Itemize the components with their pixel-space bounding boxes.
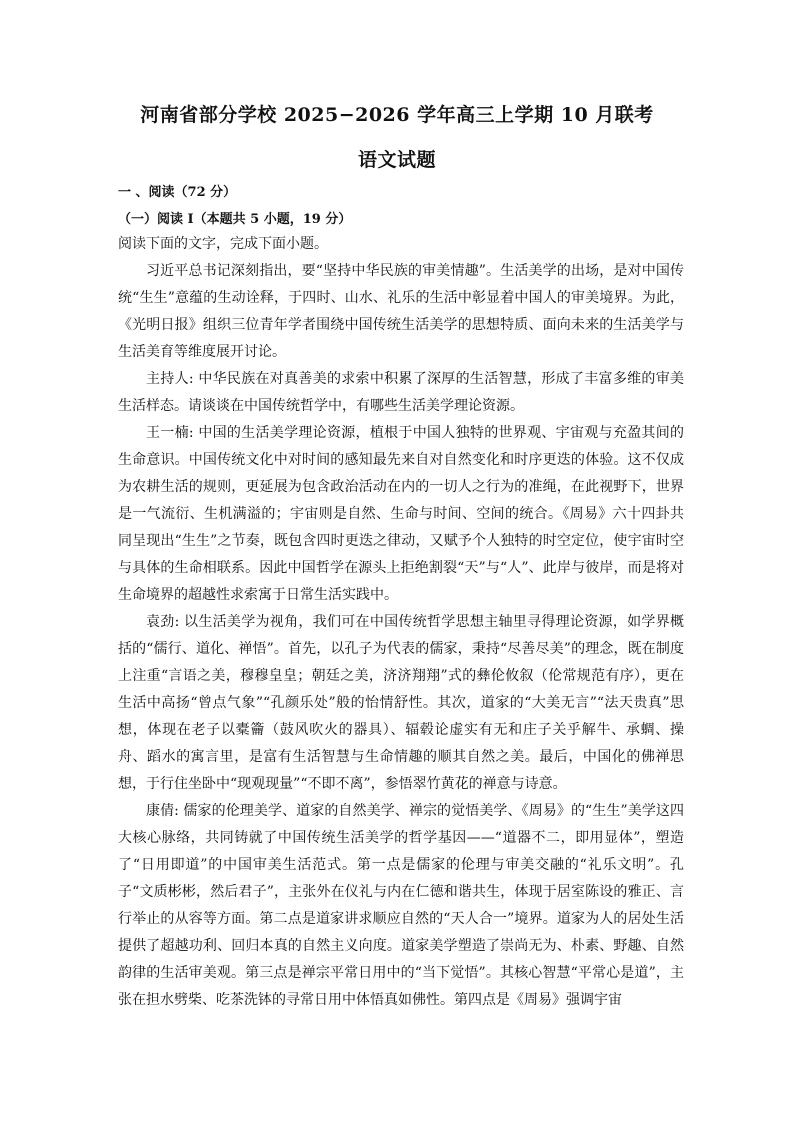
article-body xyxy=(118,231,684,1014)
subsection-heading: （一）阅读 I（本题共 5 小题，19 分） xyxy=(118,212,352,227)
instruction-text: 阅读下面的文字，完成下面小题。 xyxy=(118,236,328,252)
paragraph-intro: 习近平总书记深刻指出，要“坚持中华民族的审美情趣”。生活美学的出场，是对中国传统“生生”意蕴的生动诠释，于四时、山水、礼乐的生活中彰显着中国人的审美境界。为此，《光明日报》组织三位青年学者围绕中国传统生活美学的思想特质、面向未来的生活美学与生活美育等维度展开讨论。 xyxy=(118,263,684,360)
paragraph-host: 主持人: 中华民族在对真善美的求索中积累了深厚的生活智慧，形成了丰富多维的审美生活样态。请谈谈在中国传统哲学中，有哪些生活美学理论资源。 xyxy=(118,371,684,414)
paragraph-kang: 康倩: 儒家的伦理美学、道家的自然美学、禅宗的觉悟美学、《周易》的“生生”美学这四大核心脉络，共同铸就了中国传统生活美学的哲学基因——“道器不二，即用显体”，塑造了“日用即道”的中国审美生活范式。第一点是儒家的伦理与审美交融的“礼乐文明”。孔子“文质彬彬，然后君子”，主张外在仪礼与内在仁德和谐共生，体现于居室陈设的雅正、言行举止的从容等方面。第二点是道家讲求顺应自然的“天人合一”境界。道家为人的居处生活提供了超越功利、回归本真的自然主义向度。道家美学塑造了崇尚无为、朴素、野趣、自然韵律的生活审美观。第三点是禅宗平常日用中的“当下觉悟”。其核心智慧“平常心是道”，主张在担水劈柴、吃茶洗钵的寻常日用中体悟真如佛性。第四点是《周易》强调宇宙 xyxy=(118,803,684,1008)
paragraph-yuan: 袁劲: 以生活美学为视角，我们可在中国传统哲学思想主轴里寻得理论资源，如学界概括的“儒行、道化、禅悟”。首先，以孔子为代表的儒家，秉持“尽善尽美”的理念，既在制度上注重“言语之美，穆穆皇皇；朝廷之美，济济翔翔”式的彝伦攸叙（伦常规范有序），更在生活中高扬“曾点气象”“孔颜乐处”般的怡情舒性。其次，道家的“大美无言”“法天贵真”思想，体现在老子以橐籥（鼓风吹火的器具）、辐毂论虚实有无和庄子关乎解牛、承蜩、操舟、蹈水的寓言里，是富有生活智慧与生命情趣的顺其自然之美。最后，中国化的佛禅思想，于行住坐卧中“现观现量”“不即不离”，参悟翠竹黄花的禅意与诗意。 xyxy=(118,614,684,792)
document-subtitle: 语文试题 xyxy=(357,149,436,171)
paragraph-wang: 王一楠: 中国的生活美学理论资源，植根于中国人独特的世界观、宇宙观与充盈其间的生命意识。中国传统文化中对时间的感知最先来自对自然变化和时序更迭的体验。这不仅成为农耕生活的规则，更延展为包含政治活动在内的一切人之行为的准绳，在此视野下，世界是一气流衍、生机满溢的；宇宙则是自然、生命与时间、空间的统合。《周易》六十四卦共同呈现出“生生”之节奏，既包含四时更迭之律动，又赋予个人独特的时空定位，使宇宙时空与具体的生命相联系。因此中国哲学在源头上拒绝割裂“天”与“人”、此岸与彼岸，而是将对生命境界的超越性求索寓于日常生活实践中。 xyxy=(118,425,684,603)
document-title: 河南省部分学校 2025−2026 学年高三上学期 10 月联考 xyxy=(140,104,654,126)
section-heading: 一 、阅读（72 分） xyxy=(118,185,237,200)
